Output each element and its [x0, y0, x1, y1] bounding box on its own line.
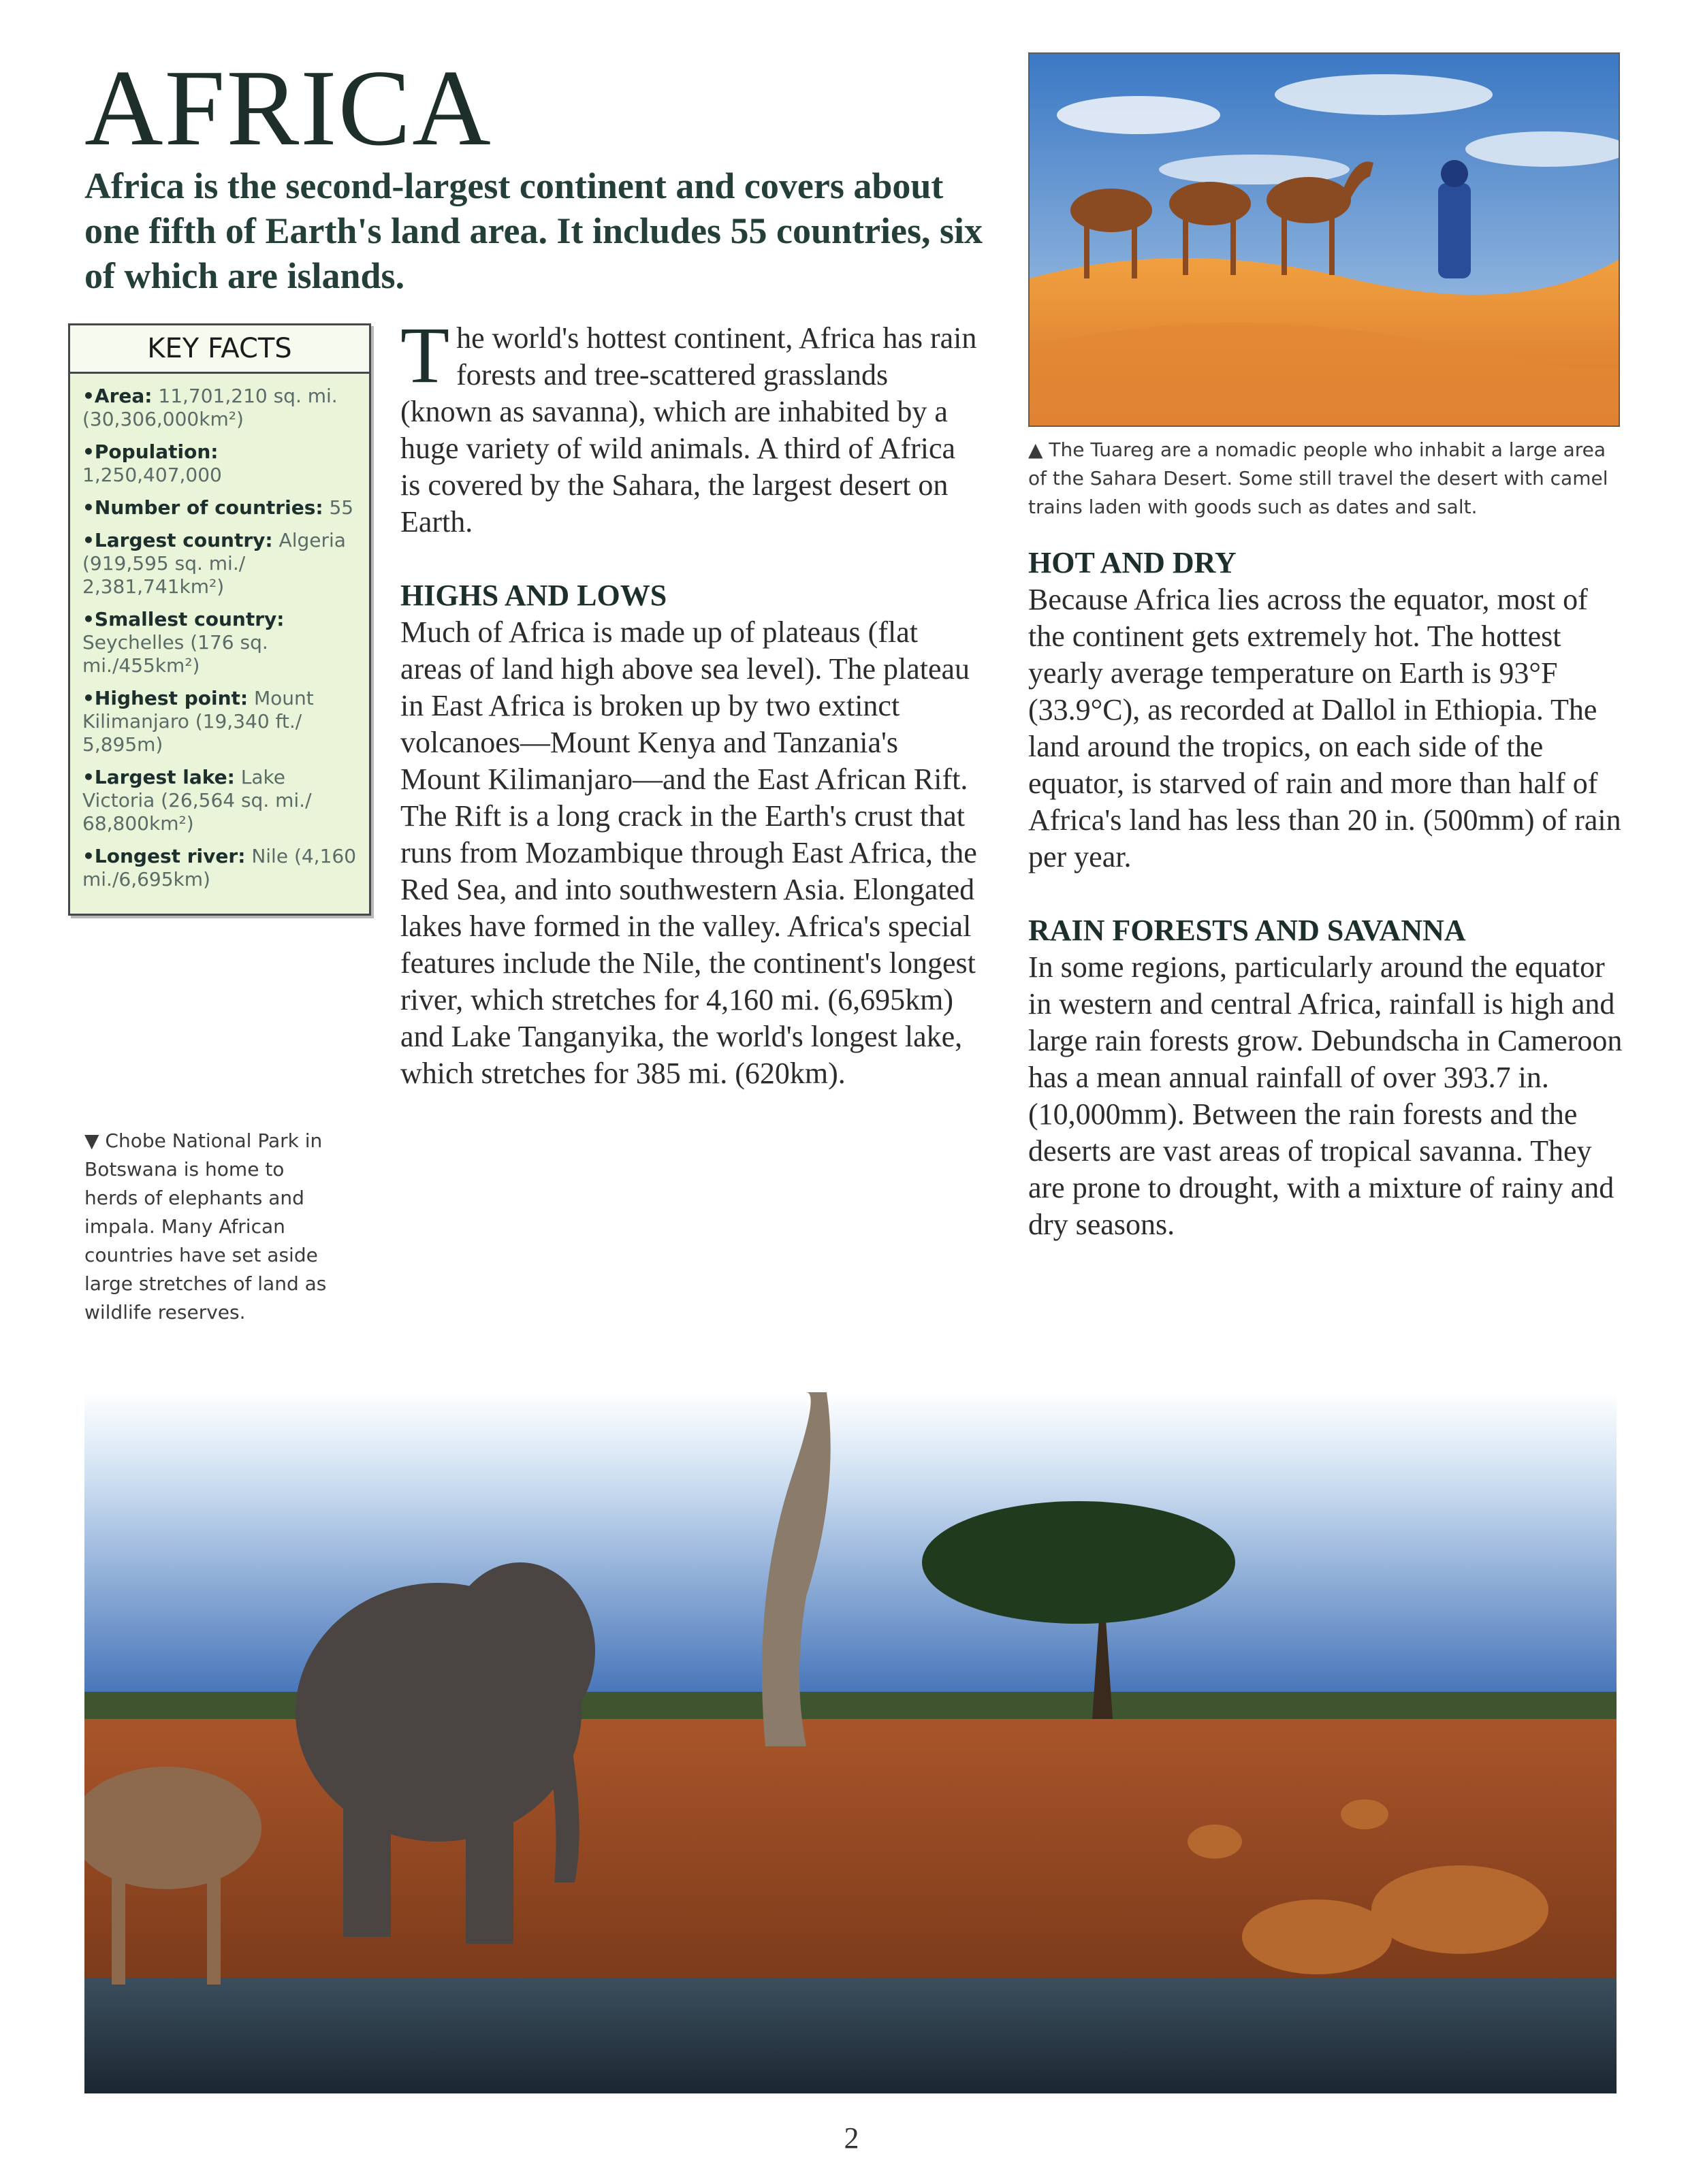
tuareg-figure — [1438, 160, 1471, 278]
key-facts-box — [68, 323, 371, 916]
key-fact-item — [82, 766, 360, 835]
key-fact-value: Seychelles (176 sq. mi./455km²) — [82, 631, 268, 677]
key-facts-list — [70, 374, 369, 891]
hot-dry-heading: HOT AND DRY — [1028, 546, 1237, 579]
key-fact-label: • Number of countries: — [82, 496, 323, 519]
lead-paragraph — [400, 310, 979, 541]
drop-cap: T — [400, 310, 450, 400]
rain-forests-heading: RAIN FORESTS AND SAVANNA — [1028, 914, 1466, 947]
highs-paragraph: Much of Africa is made up of plateaus (flat areas of land high above sea level). The plateau in East Africa is broken up by two extinct volcanoes—Mount Kenya and Tanzania's Mount Kilimanjaro—and the East African Rift. The Rift is a long crack in the Earth's crust that runs from Mozambique through East Africa, the Red Sea, and into southwestern Asia. Elongated lakes have formed in the valley. Africa's special features include the Nile, the continent's longest river, which stretches for 4,160 mi. (6,695km) and Lake Tanganyika, the world's longest lake, which stretches for 385 mi. (620km). — [400, 615, 977, 1090]
key-fact-item — [82, 529, 360, 598]
key-fact-item — [82, 845, 360, 891]
right-column — [1028, 545, 1627, 1243]
key-fact-label: • Largest country: — [82, 529, 273, 551]
rain-forests-paragraph: In some regions, particularly around the equator in western and central Africa, rainfall is high and large rain forests grow. Debundscha in Cameroon has a mean annual rainfall of over 393.7 in. (10,000mm). Between the rain forests and the deserts are vast areas of tropical savanna. They are prone to drought, with a mixture of rainy and dry seasons. — [1028, 950, 1623, 1241]
tuareg-camel-photo — [1028, 52, 1620, 427]
key-fact-value: Nile (4,160 mi./6,695km) — [82, 845, 357, 890]
key-fact-item — [82, 608, 360, 677]
key-fact-item — [82, 687, 360, 756]
key-fact-item — [82, 440, 360, 487]
chobe-caption: ▼ Chobe National Park in Botswana is home to herds of elephants and impala. Many African countries have set aside large stretches of land as wildlife reserves. — [84, 1129, 327, 1323]
intro-paragraph: Africa is the second-largest continent and covers about one fifth of Earth's land area. It includes 55 countries, six of which are islands. — [84, 165, 983, 296]
savanna-illustration — [84, 1392, 1617, 2093]
desert-illustration — [1030, 54, 1620, 427]
middle-column — [400, 310, 979, 1092]
key-fact-label: • Largest lake: — [82, 766, 235, 788]
key-fact-label: • Highest point: — [82, 687, 248, 709]
key-fact-value: 55 — [329, 496, 354, 519]
key-fact-label: • Smallest country: — [82, 608, 284, 630]
hot-dry-paragraph: Because Africa lies across the equator, most of the continent gets extremely hot. The hottest yearly average temperature on Earth is 93°F (33.9°C), as recorded at Dallol in Ethiopia. The land around the tropics, on each side of the equator, is starved of rain and more than half of Africa's land has less than 20 in. (500mm) of rain per year. — [1028, 583, 1621, 873]
key-fact-value: Algeria (919,595 sq. mi./ 2,381,741km²) — [82, 529, 346, 598]
key-fact-item — [82, 385, 360, 431]
key-fact-item — [82, 496, 360, 519]
key-fact-value: Mount Kilimanjaro (19,340 ft./ 5,895m) — [82, 687, 314, 756]
page-title: AFRICA — [84, 47, 492, 168]
key-fact-label: • Population: — [82, 440, 218, 463]
chobe-wildlife-photo — [84, 1392, 1617, 2093]
key-fact-value: Lake Victoria (26,564 sq. mi./ 68,800km²) — [82, 766, 312, 835]
key-fact-value: 11,701,210 sq. mi. (30,306,000km²) — [82, 385, 338, 430]
page-number: 2 — [844, 2121, 859, 2155]
highs-heading: HIGHS AND LOWS — [400, 579, 667, 612]
key-fact-value: 1,250,407,000 — [82, 464, 222, 486]
key-fact-label: • Longest river: — [82, 845, 245, 867]
lead-text: he world's hottest continent, Africa has rain forests and tree-scattered grasslands (known as savanna), which are inhabited by a huge variety of wild animals. A third of Africa is covered by the Sahara, the largest desert on Earth. — [400, 321, 977, 539]
key-facts-heading: KEY FACTS — [70, 325, 369, 374]
key-fact-label: • Area: — [82, 385, 152, 407]
tuareg-caption: ▲ The Tuareg are a nomadic people who inhabit a large area of the Sahara Desert. Some still travel the desert with camel trains laden with goods such as dates and salt. — [1028, 438, 1608, 518]
